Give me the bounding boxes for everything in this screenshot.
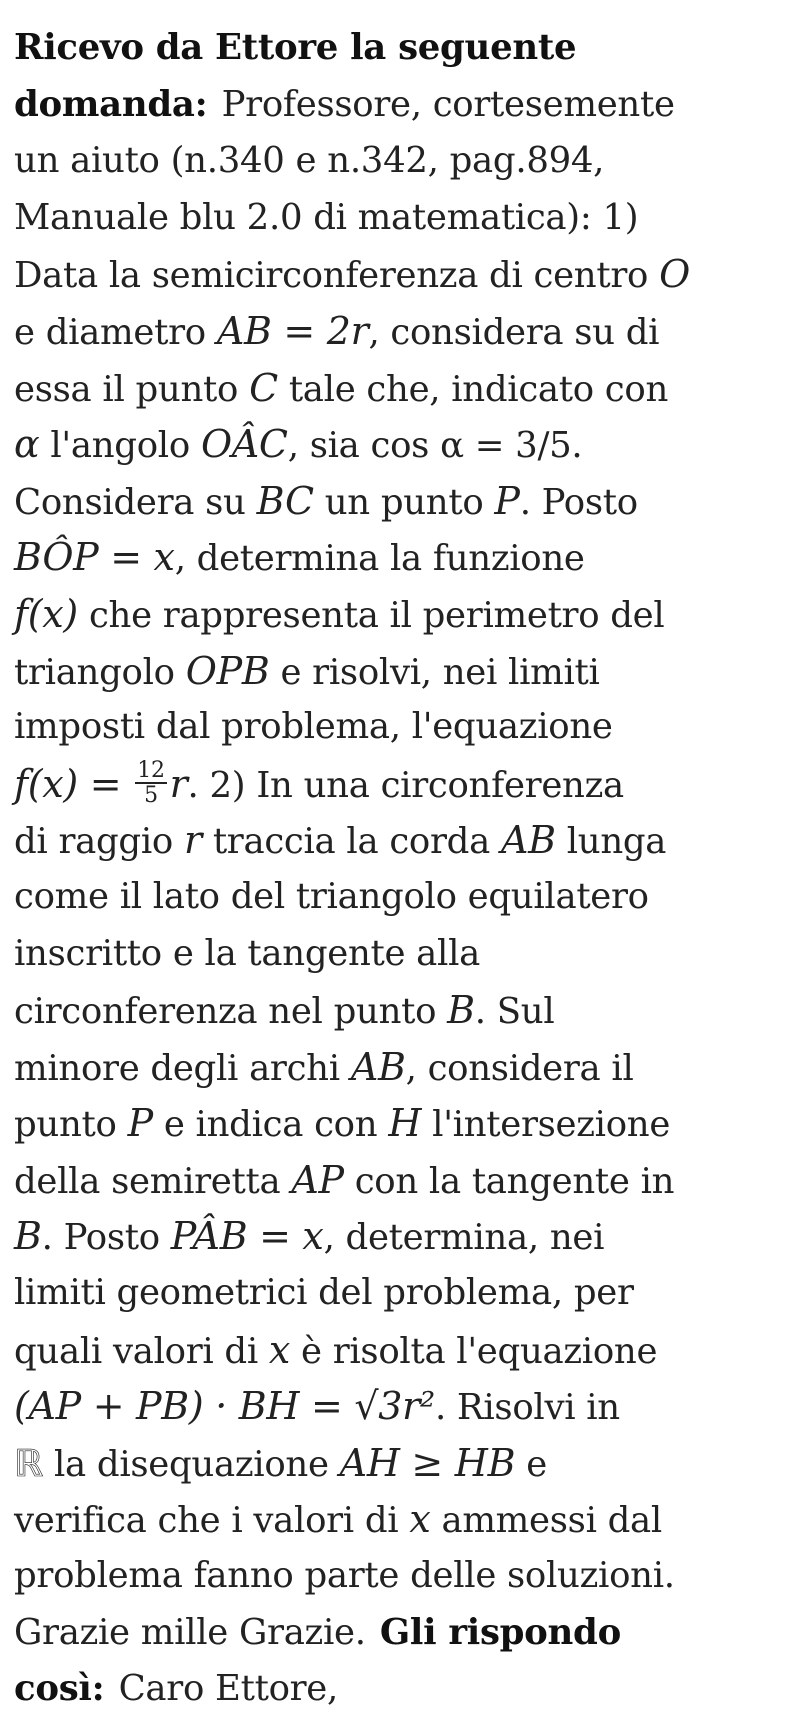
- text: Caro Ettore,: [118, 1668, 338, 1710]
- math: x: [409, 1497, 431, 1542]
- text: imposti dal problema, l'equazione: [14, 706, 613, 748]
- real-numbers-symbol: ℝ: [14, 1441, 44, 1485]
- text-line: [14, 360, 775, 417]
- text-line: [14, 643, 775, 700]
- text: . Posto: [519, 481, 638, 523]
- text: verifica che i valori di: [14, 1500, 399, 1542]
- text-line: [14, 1435, 775, 1492]
- text-line: [14, 756, 775, 813]
- text: essa il punto: [14, 368, 239, 410]
- text-line: [14, 1095, 775, 1152]
- math: AP: [291, 1157, 344, 1202]
- text-line: [14, 1152, 775, 1209]
- text-line: [14, 246, 775, 303]
- text: è risolta l'equazione: [290, 1330, 658, 1372]
- text-line: [14, 1661, 775, 1718]
- text: quali valori di: [14, 1330, 258, 1372]
- text-line: [14, 416, 775, 473]
- text-line: [14, 303, 775, 360]
- text-line: [14, 1265, 775, 1322]
- text: di raggio: [14, 821, 173, 863]
- text: l'angolo: [39, 425, 190, 467]
- text-line: [14, 586, 775, 643]
- text: . 2) In una circonferenza: [187, 764, 624, 806]
- text-line: [14, 133, 775, 190]
- text: Considera su: [14, 481, 246, 523]
- fraction: [135, 757, 166, 808]
- bold-text: domanda:: [14, 83, 208, 125]
- text: ammessi dal: [430, 1500, 662, 1542]
- text: triangolo: [14, 651, 175, 693]
- math: BÔP = x: [14, 535, 175, 580]
- text: traccia la corda: [201, 821, 490, 863]
- text: Grazie mille Grazie.: [14, 1611, 366, 1653]
- math: OPB: [185, 648, 270, 693]
- bold-text: Ricevo da Ettore la seguente: [14, 27, 577, 68]
- text: con la tangente in: [343, 1160, 675, 1202]
- math: (AP + PB) · BH = √3r²: [14, 1384, 435, 1429]
- text-line: [14, 1208, 775, 1265]
- text: Data la semicirconferenza di centro: [14, 255, 649, 297]
- text: che rappresenta il perimetro del: [77, 594, 665, 636]
- text: limiti geometrici del problema, per: [14, 1272, 634, 1314]
- text: minore degli archi: [14, 1047, 340, 1089]
- math: f(x): [14, 591, 78, 636]
- math: OÂC: [200, 422, 288, 467]
- text: circonferenza nel punto: [14, 991, 437, 1033]
- text: un punto: [313, 481, 484, 523]
- text-line: [14, 529, 775, 586]
- text-line: [14, 1548, 775, 1605]
- text-line: [14, 1322, 775, 1379]
- text: un aiuto (n.340 e n.342, pag.894,: [14, 140, 605, 182]
- math: O: [659, 252, 690, 297]
- text: , determina la funzione: [174, 538, 585, 580]
- text: . Sul: [474, 991, 555, 1033]
- text-line: [14, 77, 775, 134]
- text-line: [14, 982, 775, 1039]
- text: punto: [14, 1104, 117, 1146]
- text: e: [515, 1443, 547, 1485]
- text-line: [14, 926, 775, 983]
- text: e risolvi, nei limiti: [269, 651, 600, 693]
- math: α: [14, 422, 40, 467]
- text: Professore, cortesemente: [221, 83, 675, 125]
- text: . Risolvi in: [434, 1387, 620, 1429]
- text: e indica con: [152, 1104, 378, 1146]
- text: la disequazione: [43, 1443, 329, 1485]
- bold-text: Gli rispondo: [379, 1611, 621, 1653]
- text-line: [14, 1039, 775, 1096]
- text-line: [14, 1605, 775, 1662]
- fraction-numerator: 12: [137, 757, 165, 783]
- math: BC: [256, 478, 314, 523]
- math: r: [169, 761, 188, 806]
- math: H: [388, 1101, 422, 1146]
- text: , considera il: [405, 1047, 634, 1089]
- math: AB = 2r: [216, 308, 369, 353]
- text: e diametro: [14, 311, 206, 353]
- text-line: [14, 869, 775, 926]
- math: f(x) =: [14, 761, 122, 806]
- math: B: [447, 988, 475, 1033]
- math: AB: [350, 1044, 406, 1089]
- text: l'intersezione: [421, 1104, 671, 1146]
- text-line: [14, 699, 775, 756]
- math: C: [249, 365, 278, 410]
- math: PÂB = x: [170, 1214, 324, 1259]
- math: P: [127, 1101, 153, 1146]
- math: x: [268, 1327, 291, 1372]
- text-line: [14, 473, 775, 530]
- math: AH ≥ HB: [339, 1440, 516, 1485]
- math: P: [494, 478, 520, 523]
- fraction-denominator: 5: [144, 782, 158, 808]
- text: . Posto: [41, 1217, 160, 1259]
- text-line: [14, 812, 775, 869]
- math: B: [14, 1214, 42, 1259]
- text: lunga: [555, 821, 667, 863]
- math: AB: [500, 818, 556, 863]
- text: , considera su di: [368, 311, 660, 353]
- text-line: [14, 20, 775, 77]
- text: tale che, indicato con: [277, 368, 669, 410]
- text: inscritto e la tangente alla: [14, 932, 481, 974]
- text-line: [14, 190, 775, 247]
- text: come il lato del triangolo equilatero: [14, 875, 649, 917]
- text: problema fanno parte delle soluzioni.: [14, 1555, 675, 1597]
- text: , sia cos α = 3/5.: [287, 425, 583, 467]
- bold-text: così:: [14, 1668, 105, 1710]
- text-line: [14, 1491, 775, 1548]
- text: della semiretta: [14, 1160, 281, 1202]
- text: Manuale blu 2.0 di matematica): 1): [14, 196, 639, 238]
- text: , determina, nei: [323, 1217, 605, 1259]
- text-line: [14, 1378, 775, 1435]
- math: r: [183, 818, 202, 863]
